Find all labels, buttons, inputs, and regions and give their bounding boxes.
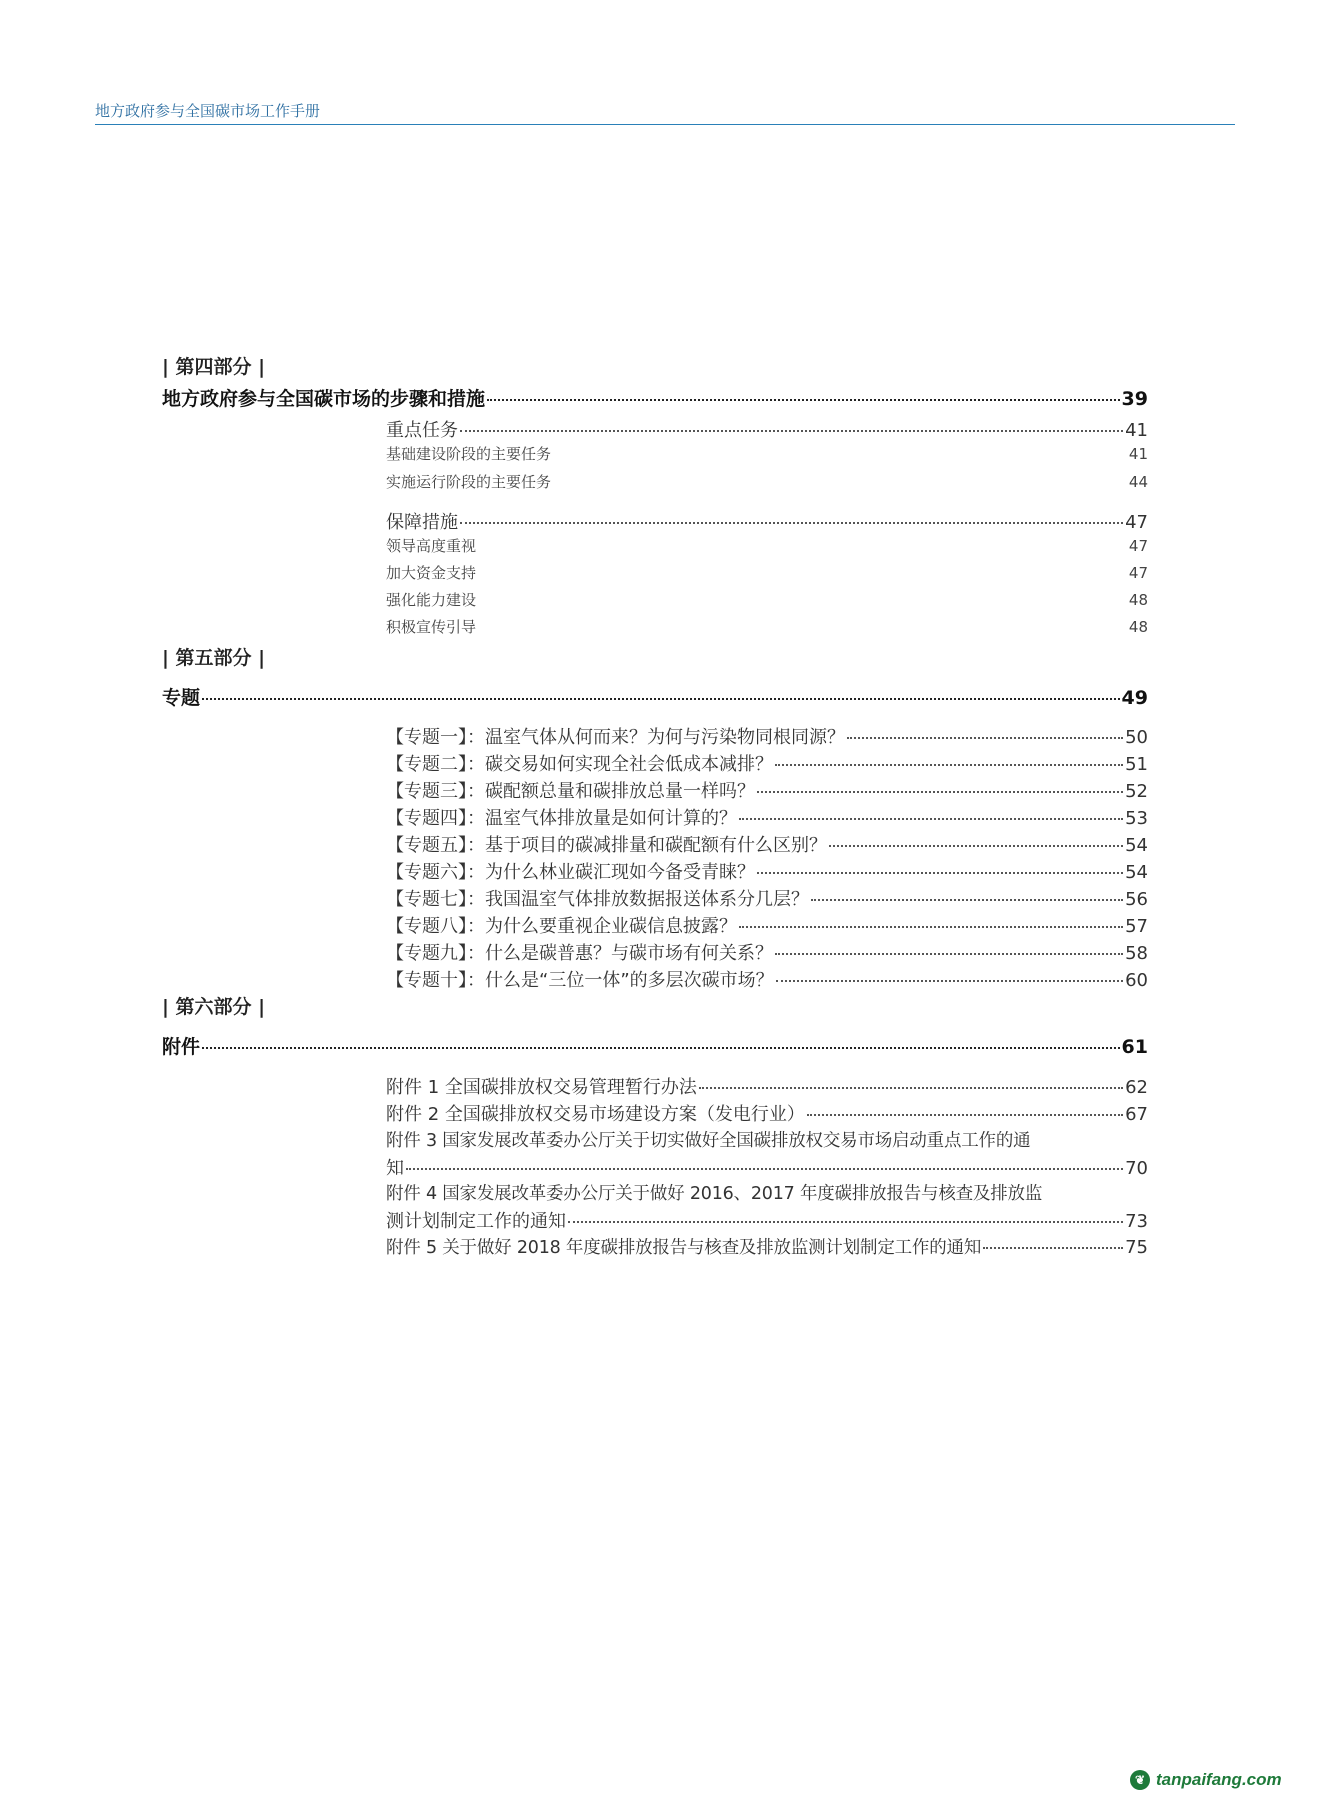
toc-page: 39 [1121, 388, 1148, 410]
toc-entry-subsection[interactable] [386, 562, 1148, 583]
toc-page: 47 [1125, 512, 1148, 533]
toc-page: 58 [1125, 943, 1148, 964]
toc-entry-subsection[interactable] [386, 443, 1148, 464]
dot-leader [775, 764, 1123, 766]
dot-leader [460, 522, 1123, 524]
toc-title: 【专题八】：为什么要重视企业碳信息披露？ [386, 916, 737, 937]
toc-entry-section[interactable] [386, 508, 1148, 534]
toc-page: 49 [1121, 687, 1148, 709]
toc-title: 附件 3 国家发展改革委办公厅关于切实做好全国碳排放权交易市场启动重点工作的通 [386, 1131, 1031, 1151]
watermark [1130, 1770, 1282, 1790]
toc-page: 54 [1125, 835, 1148, 856]
toc-page: 70 [1125, 1158, 1148, 1179]
leaf-logo-icon: ❦ [1130, 1770, 1150, 1790]
dot-leader [847, 737, 1123, 739]
toc-title: 附件 2 全国碳排放权交易市场建设方案（发电行业） [386, 1104, 805, 1125]
toc-entry-topic[interactable] [386, 858, 1148, 884]
dot-leader [202, 1047, 1120, 1049]
toc-title: 附件 4 国家发展改革委办公厅关于做好 2016、2017 年度碳排放报告与核查及排放监 [386, 1184, 1043, 1204]
dot-leader [807, 1114, 1123, 1116]
header-title: 地方政府参与全国碳市场工作手册 [95, 102, 321, 120]
toc-page: 48 [1128, 591, 1148, 609]
dot-leader [757, 872, 1123, 874]
toc-title: 附件 5 关于做好 2018 年度碳排放报告与核查及排放监测计划制定工作的通知 [386, 1238, 982, 1258]
toc-page: 44 [1128, 473, 1148, 491]
toc-title: 保障措施 [386, 512, 458, 533]
toc-title: 【专题一】：温室气体从何而来？为何与污染物同根同源？ [386, 727, 845, 748]
dot-leader [460, 430, 1123, 432]
toc-page: 60 [1125, 970, 1148, 991]
toc-entry-attachment[interactable] [386, 1180, 1148, 1233]
watermark-text: tanpaifang.com [1156, 1770, 1282, 1789]
toc-title: 附件 1 全国碳排放权交易管理暂行办法 [386, 1077, 697, 1098]
toc-page: 47 [1128, 564, 1148, 582]
toc-title: 附件 [162, 1036, 201, 1058]
toc-page: 62 [1125, 1077, 1148, 1098]
part6-label: | 第六部分 | [162, 996, 266, 1018]
dot-leader [811, 899, 1123, 901]
dot-leader [406, 1168, 1123, 1170]
toc-title: 积极宣传引导 [386, 618, 477, 636]
toc-title: 【专题三】：碳配额总量和碳排放总量一样吗？ [386, 781, 755, 802]
toc-title: 【专题七】：我国温室气体排放数据报送体系分几层？ [386, 889, 809, 910]
toc-page: 52 [1125, 781, 1148, 802]
dot-leader [699, 1087, 1123, 1089]
dot-leader [983, 1247, 1123, 1249]
toc-title: 强化能力建设 [386, 591, 477, 609]
toc-page: 53 [1125, 808, 1148, 829]
toc-title: 专题 [162, 687, 201, 709]
toc-title: 基础建设阶段的主要任务 [386, 445, 552, 463]
dot-leader [568, 1221, 1123, 1223]
toc-title: 【专题五】：基于项目的碳减排量和碳配额有什么区别？ [386, 835, 827, 856]
toc-entry-topic[interactable] [386, 777, 1148, 803]
toc-page: 61 [1121, 1036, 1148, 1058]
toc-entry-part5[interactable] [162, 683, 1148, 710]
toc-entry-part6[interactable] [162, 1032, 1148, 1059]
toc-title: 【专题二】：碳交易如何实现全社会低成本减排？ [386, 754, 773, 775]
toc-entry-subsection[interactable] [386, 589, 1148, 610]
toc-title: 【专题六】：为什么林业碳汇现如今备受青睐？ [386, 862, 755, 883]
toc-entry-topic[interactable] [386, 831, 1148, 857]
toc-entry-topic[interactable] [386, 723, 1148, 749]
toc-page: 50 [1125, 727, 1148, 748]
toc-title: 【专题四】：温室气体排放量是如何计算的？ [386, 808, 737, 829]
toc-entry-attachment[interactable] [386, 1100, 1148, 1126]
toc-entry-subsection[interactable] [386, 535, 1148, 556]
toc-title: 【专题九】：什么是碳普惠？与碳市场有何关系？ [386, 943, 773, 964]
toc-entry-topic[interactable] [386, 750, 1148, 776]
toc-page: 54 [1125, 862, 1148, 883]
toc-page: 41 [1125, 420, 1148, 441]
dot-leader [487, 399, 1120, 401]
toc-entry-topic[interactable] [386, 804, 1148, 830]
toc-title: 【专题十】：什么是“三位一体”的多层次碳市场？ [386, 970, 774, 991]
toc-entry-topic[interactable] [386, 885, 1148, 911]
toc-page: 47 [1128, 537, 1148, 555]
toc-entry-section[interactable] [386, 416, 1148, 442]
dot-leader [739, 818, 1123, 820]
toc-page: 73 [1125, 1211, 1148, 1232]
toc-entry-topic[interactable] [386, 966, 1148, 992]
toc-entry-attachment[interactable] [386, 1127, 1148, 1180]
toc-entry-topic[interactable] [386, 939, 1148, 965]
part4-label: | 第四部分 | [162, 356, 266, 378]
dot-leader [829, 845, 1123, 847]
toc-title: 地方政府参与全国碳市场的步骤和措施 [162, 388, 486, 410]
dot-leader [757, 791, 1123, 793]
toc-entry-part4[interactable] [162, 384, 1148, 411]
toc-title: 领导高度重视 [386, 537, 477, 555]
toc-page: 56 [1125, 889, 1148, 910]
dot-leader [776, 980, 1123, 982]
toc-title: 实施运行阶段的主要任务 [386, 473, 552, 491]
toc-entry-subsection[interactable] [386, 471, 1148, 492]
dot-leader [202, 698, 1120, 700]
toc-page: 75 [1125, 1237, 1148, 1258]
dot-leader [775, 953, 1123, 955]
toc-page: 51 [1125, 754, 1148, 775]
toc-page: 41 [1128, 445, 1148, 463]
toc-entry-topic[interactable] [386, 912, 1148, 938]
toc-title-continued: 测计划制定工作的通知 [386, 1211, 566, 1232]
toc-entry-attachment[interactable] [386, 1073, 1148, 1099]
part5-label: | 第五部分 | [162, 647, 266, 669]
toc-title: 重点任务 [386, 420, 458, 441]
dot-leader [739, 926, 1123, 928]
toc-title: 加大资金支持 [386, 564, 477, 582]
toc-page: 48 [1128, 618, 1148, 636]
toc-title-continued: 知 [386, 1158, 404, 1179]
header-divider [95, 124, 1235, 125]
toc-entry-subsection[interactable] [386, 616, 1148, 637]
toc-entry-attachment[interactable] [386, 1234, 1148, 1259]
toc-page: 57 [1125, 916, 1148, 937]
toc-page: 67 [1125, 1104, 1148, 1125]
